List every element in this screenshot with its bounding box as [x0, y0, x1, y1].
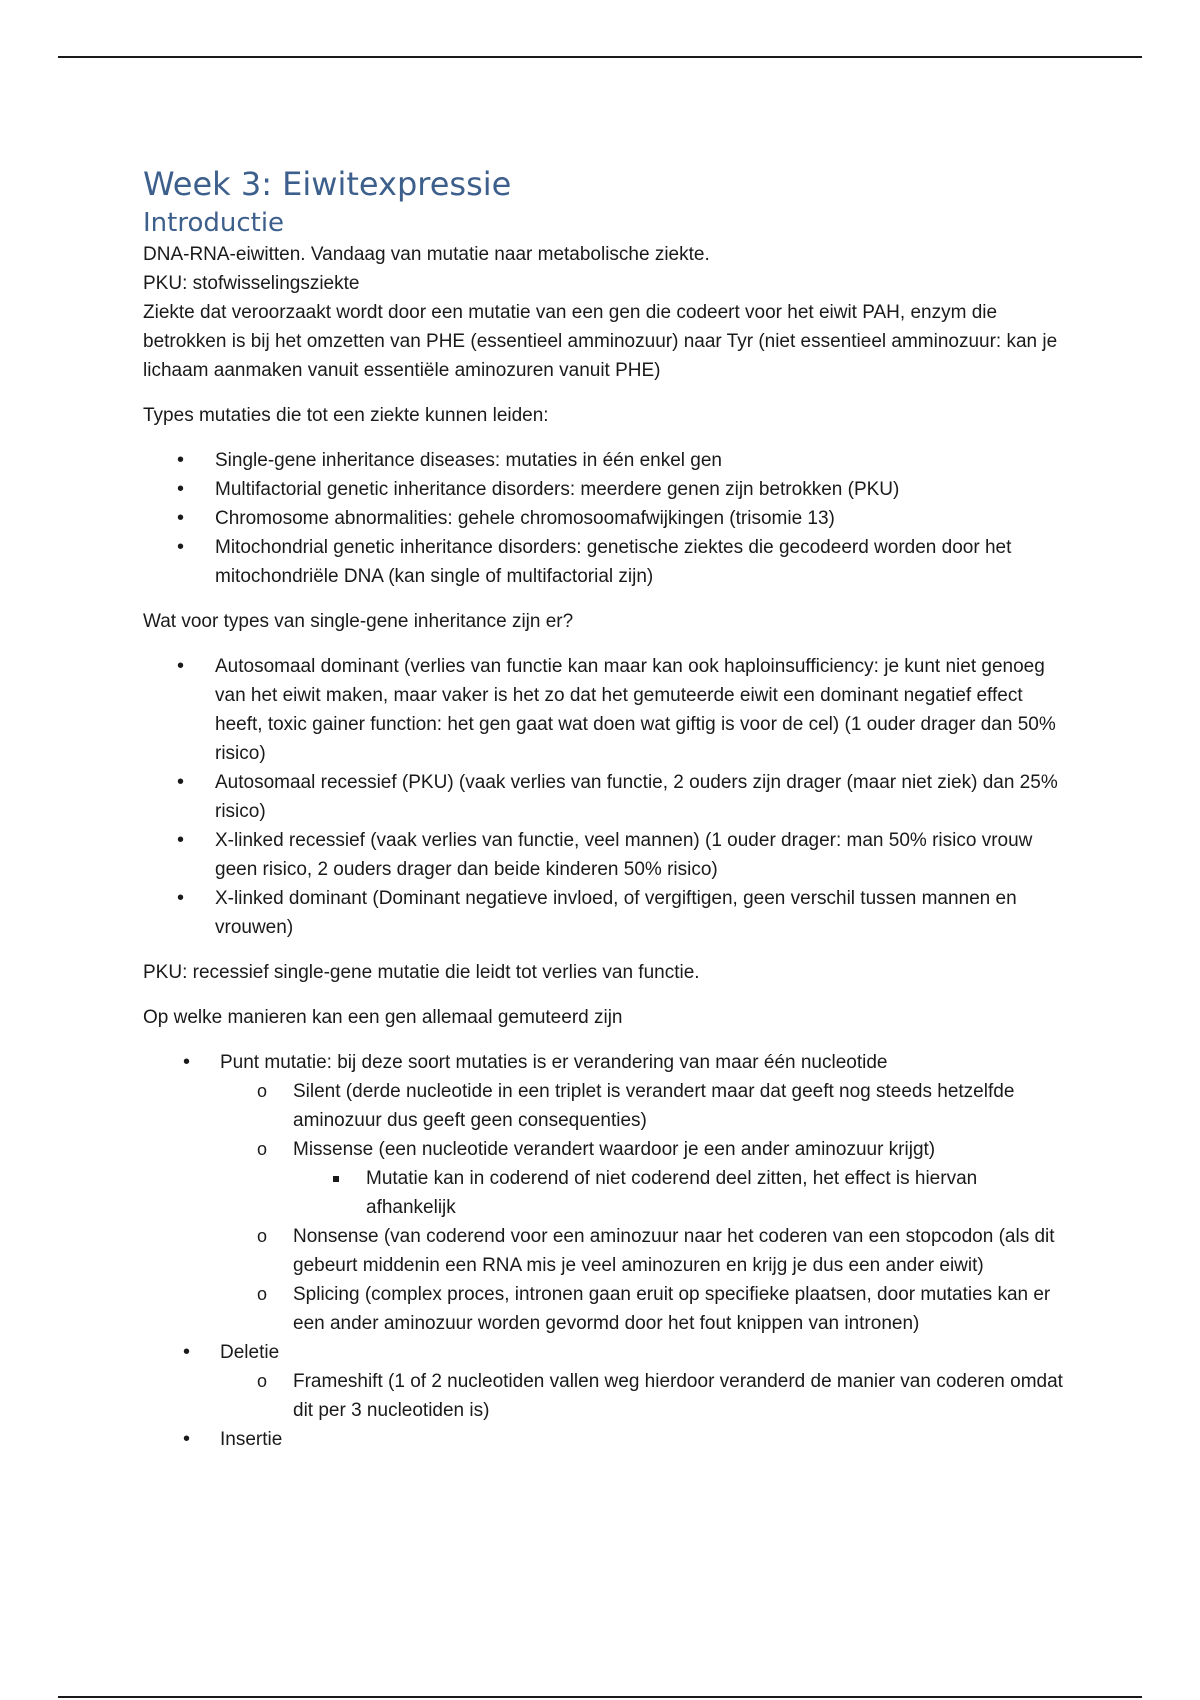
deletion-text: Deletie [220, 1342, 280, 1363]
single-gene-list [143, 652, 1063, 942]
deletion-sublist [220, 1367, 1063, 1425]
list-item-point-mutation [143, 1048, 1063, 1338]
missense-text: Missense (een nucleotide verandert waardoor je een ander aminozuur krijgt) [293, 1139, 936, 1160]
footer-rule [58, 1696, 1142, 1698]
list-item: o Frameshift (1 of 2 nucleotiden vallen weg hierdoor veranderd de manier van coderen omdat dit per 3 nucleotiden is) [220, 1367, 1063, 1425]
intro-line-1: DNA-RNA-eiwitten. Vandaag van mutatie naar metabolische ziekte. [143, 244, 710, 265]
section-heading: Introductie [143, 208, 285, 238]
single-gene-heading: Wat voor types van single-gene inheritance zijn er? [143, 611, 574, 632]
point-mutation-text: Punt mutatie: bij deze soort mutaties is er verandering van maar één nucleotide [220, 1052, 888, 1073]
types-list [143, 446, 1063, 591]
missense-sublist [293, 1164, 1063, 1222]
list-item: • Multifactorial genetic inheritance disorders: meerdere genen zijn betrokken (PKU) [143, 475, 1063, 504]
list-item: o Nonsense (van coderend voor een aminozuur naar het coderen van een stopcodon (als dit gebeurt middenin een RNA mis je veel aminozuren en krijg je dus een ander eiwit) [220, 1222, 1063, 1280]
mutation-list [143, 1048, 1063, 1454]
list-item: • Chromosome abnormalities: gehele chromosoomafwijkingen (trisomie 13) [143, 504, 1063, 533]
intro-line-2: PKU: stofwisselingsziekte [143, 273, 360, 294]
list-item: • Autosomaal dominant (verlies van functie kan maar kan ook haploinsufficiency: je kunt niet genoeg van het eiwit maken, maar vaker is het zo dat het gemuteerde eiwit een dominant negatief effect heeft, toxic gainer function: het gen gaat wat doen wat giftig is voor de cel) (1 ouder drager dan 50% risico) [143, 652, 1063, 768]
pku-note: PKU: recessief single-gene mutatie die leidt tot verlies van functie. [143, 962, 700, 983]
point-mutation-sublist [220, 1077, 1063, 1338]
list-item-missense [220, 1135, 1063, 1222]
ways-heading: Op welke manieren kan een gen allemaal gemuteerd zijn [143, 1007, 623, 1028]
list-item-deletion [143, 1338, 1063, 1425]
intro-paragraph: Ziekte dat veroorzaakt wordt door een mutatie van een gen die codeert voor het eiwit PAH, enzym die betrokken is bij het omzetten van PHE (essentieel amminozuur) naar Tyr (niet essentieel amminozuur: kan je lichaam aanmaken vanuit essentiële aminozuren vanuit PHE) [143, 302, 1058, 381]
types-heading: Types mutaties die tot een ziekte kunnen leiden: [143, 405, 549, 426]
list-item: • Autosomaal recessief (PKU) (vaak verlies van functie, 2 ouders zijn drager (maar niet ziek) dan 25% risico) [143, 768, 1063, 826]
list-item: • Mitochondrial genetic inheritance disorders: genetische ziektes die gecodeerd worden door het mitochondriële DNA (kan single of multifactorial zijn) [143, 533, 1063, 591]
list-item: o Silent (derde nucleotide in een triplet is verandert maar dat geeft nog steeds hetzelfde aminozuur dus geeft geen consequenties) [220, 1077, 1063, 1135]
page-title: Week 3: Eiwitexpressie [143, 165, 512, 203]
list-item: Mutatie kan in coderend of niet coderend deel zitten, het effect is hiervan afhankelijk [293, 1164, 1063, 1222]
list-item: • Insertie [143, 1425, 1063, 1454]
header-rule [58, 56, 1142, 58]
list-item: • Single-gene inheritance diseases: mutaties in één enkel gen [143, 446, 1063, 475]
list-item: • X-linked recessief (vaak verlies van functie, veel mannen) (1 ouder drager: man 50% risico vrouw geen risico, 2 ouders drager dan beide kinderen 50% risico) [143, 826, 1063, 884]
list-item: o Splicing (complex proces, intronen gaan eruit op specifieke plaatsen, door mutaties kan er een ander aminozuur worden gevormd door het fout knippen van intronen) [220, 1280, 1063, 1338]
list-item: • X-linked dominant (Dominant negatieve invloed, of vergiftigen, geen verschil tussen mannen en vrouwen) [143, 884, 1063, 942]
document-body [143, 162, 1063, 1470]
